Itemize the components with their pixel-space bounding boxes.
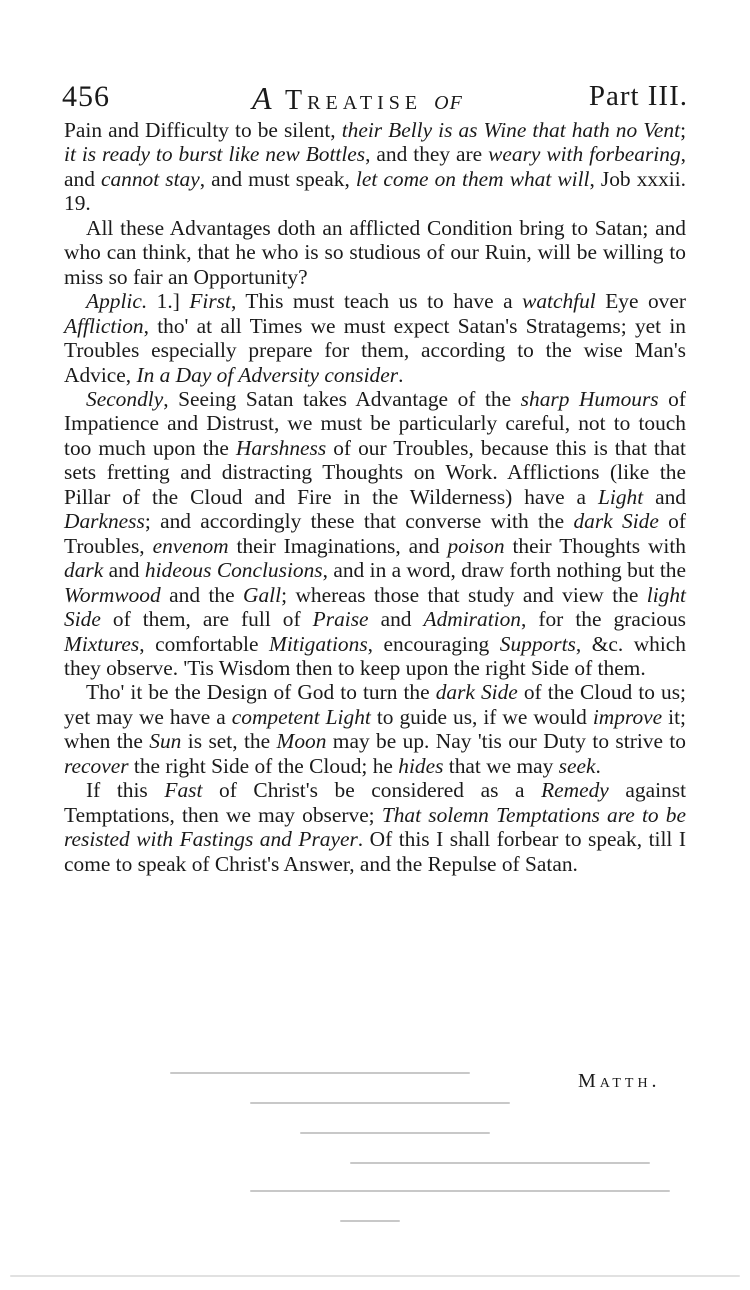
italic-run: hides <box>398 753 444 778</box>
italic-run: envenom <box>152 533 229 558</box>
italic-run: Light <box>597 484 644 509</box>
text-run: against Temptations, then we may observe; <box>64 778 687 827</box>
italic-run: Darkness <box>64 509 145 534</box>
text-run: Eye over <box>595 289 686 314</box>
text-run: , and in a word, draw forth nothing but the <box>322 558 686 583</box>
text-run: of Christ's be considered as a <box>202 778 542 803</box>
text-run: , Seeing Satan takes Advantage of the <box>163 386 521 411</box>
italic-run: cannot stay <box>100 166 200 191</box>
italic-run: watchful <box>522 289 596 314</box>
text-run: that we may <box>443 753 559 778</box>
italic-run: Affliction <box>64 313 144 338</box>
text-run: ; and accordingly these that converse with the <box>144 509 574 534</box>
text-run: and the <box>160 582 244 607</box>
text-run: Pain and Difficulty to be silent, <box>64 118 342 142</box>
text-run: , and must speak, <box>199 166 356 191</box>
text-run: , comfortable <box>139 631 269 656</box>
italic-run: In a Day of Adversity consider <box>136 362 399 387</box>
text-run: may be up. Nay 'tis our Duty to strive to <box>326 729 686 754</box>
italic-run: Praise <box>312 607 369 632</box>
italic-run: Applic. <box>86 289 148 314</box>
text-run: and <box>103 558 145 583</box>
italic-run: That solemn Temptations are to be resisted with Fastings and Prayer <box>64 802 686 852</box>
text-run: , for the gracious <box>520 607 686 632</box>
text-run: . <box>595 753 601 778</box>
text-run: and <box>643 484 686 509</box>
running-title-text: Treatise <box>273 85 435 116</box>
text-run: , and <box>64 142 687 191</box>
italic-run: improve <box>592 704 663 729</box>
paragraph-2 <box>64 216 686 289</box>
italic-run: let come on them what will <box>355 166 590 191</box>
show-through-texture <box>0 1060 750 1290</box>
running-title-initial: A <box>252 80 274 116</box>
text-run: If this <box>86 778 165 803</box>
italic-run: Mitigations <box>269 631 368 656</box>
paragraph-6 <box>64 778 686 876</box>
italic-run: competent Light <box>231 704 371 729</box>
text-run: the right Side of the Cloud; he <box>128 753 399 778</box>
text-run: , encouraging <box>367 631 500 656</box>
italic-run: hideous Conclusions <box>144 558 323 583</box>
text-run: to guide us, if we would <box>370 704 593 729</box>
text-run: , &c. which they observe. 'Tis Wisdom then to keep upon the right Side of them. <box>64 631 686 680</box>
paragraph-5 <box>64 680 686 778</box>
italic-run: light Side <box>64 582 687 632</box>
page-header <box>62 80 688 122</box>
italic-run: Secondly <box>86 386 164 411</box>
text-run: is set, the <box>181 729 277 754</box>
italic-run: weary with forbearing <box>488 142 681 167</box>
running-title <box>252 80 463 117</box>
text-run: of the Cloud to us; yet may we have a <box>64 680 686 729</box>
text-run: , This must teach us to have a <box>230 289 523 314</box>
italic-run: Moon <box>276 729 327 754</box>
catchword: Matth. <box>578 1070 661 1092</box>
italic-run: Wormwood <box>64 582 161 607</box>
text-run: All these Advantages doth an afflicted Condition bring to Satan; and who can think, that he who is so studious of our Ruin, will be willing to miss so fair an Opportunity? <box>64 215 686 289</box>
italic-run: Sun <box>149 729 182 754</box>
paragraph-3 <box>64 289 686 387</box>
text-run: ; <box>680 118 687 142</box>
italic-run: recover <box>64 753 129 778</box>
italic-run: dark Side <box>573 509 659 534</box>
text-run: and <box>368 607 424 632</box>
italic-run: Fast <box>164 778 203 803</box>
italic-run: Remedy <box>541 778 609 803</box>
text-run: . <box>398 362 404 387</box>
italic-run: Supports <box>499 631 576 656</box>
italic-run: poison <box>447 533 505 558</box>
text-run: their Thoughts with <box>504 533 686 558</box>
section-label: Part III. <box>588 80 688 112</box>
text-run: of Impatience and Distrust, we must be particularly careful, not to touch too much upon the <box>64 386 686 460</box>
paragraph-1 <box>64 118 686 216</box>
italic-run: it is ready to burst like new Bottles <box>64 142 366 167</box>
text-run: their Imaginations, and <box>228 533 448 558</box>
italic-run: Harshness <box>235 435 327 460</box>
text-run: , and they are <box>365 142 489 167</box>
text-run: of our Troubles, because this is that that sets fretting and distracting Thoughts on Work. Afflictions (like the Pillar of the Cloud and Fire in the Wilderness) have a <box>64 435 686 509</box>
italic-run: Gall <box>243 582 282 607</box>
text-run: , Job xxxii. 19. <box>64 166 687 216</box>
body-text <box>64 118 686 876</box>
text-run: 1.] <box>147 289 190 314</box>
paragraph-4 <box>64 387 686 680</box>
italic-run: sharp Humours <box>520 386 659 411</box>
text-run: . Of this I shall forbear to speak, till I come to speak of Christ's Answer, and the Repulse of Satan. <box>64 827 686 876</box>
italic-run: dark Side <box>435 680 518 705</box>
page-number: 456 <box>62 80 110 113</box>
italic-run: Admiration <box>423 607 521 632</box>
text-run: of Troubles, <box>64 509 686 558</box>
running-title-of: of <box>434 85 463 116</box>
italic-run: First <box>189 289 231 314</box>
text-run: , tho' at all Times we must expect Satan's Stratagems; yet in Troubles especially prepare for them, according to the wise Man's Advice, <box>64 313 686 387</box>
text-run: of them, are full of <box>100 607 313 632</box>
text-run: ; whereas those that study and view the <box>281 582 647 607</box>
text-run: Tho' it be the Design of God to turn the <box>86 680 436 705</box>
text-run: it; when the <box>64 704 686 754</box>
italic-run: dark <box>64 558 104 583</box>
italic-run: Mixtures <box>64 631 140 656</box>
italic-run: their Belly is as Wine that hath no Vent <box>341 118 681 142</box>
italic-run: seek <box>558 753 596 778</box>
